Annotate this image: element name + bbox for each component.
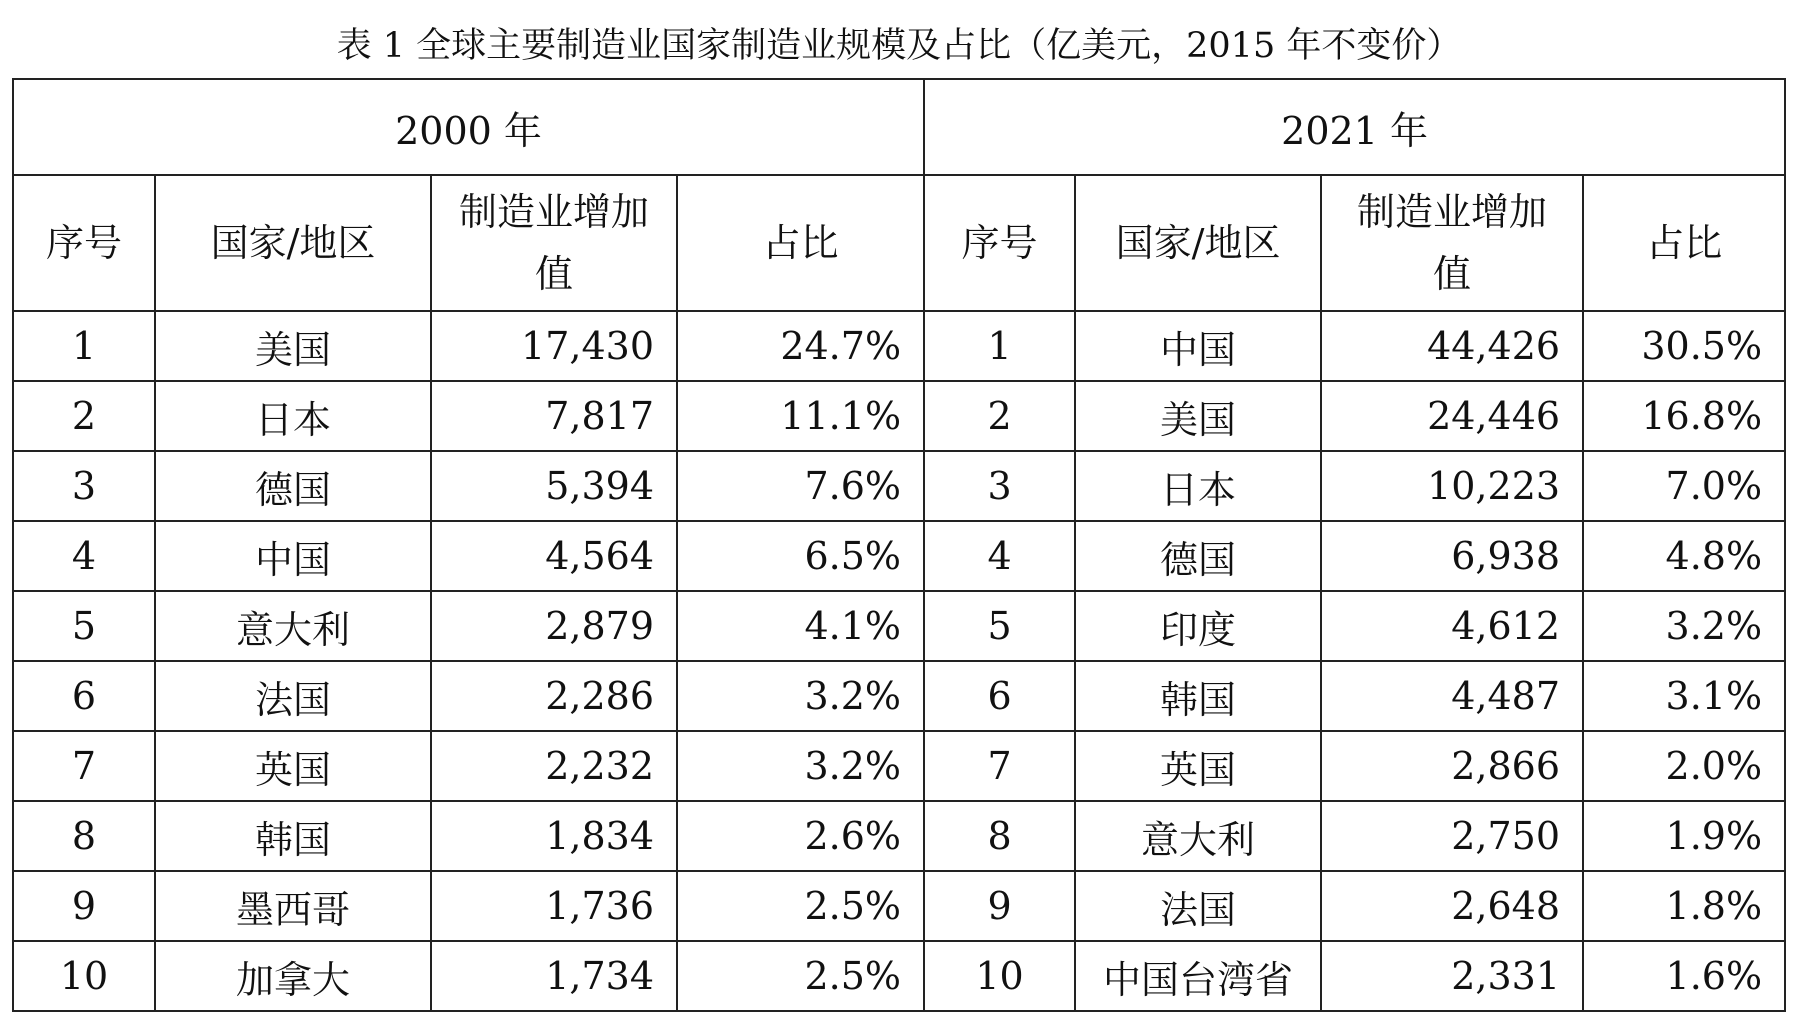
value-cell: 2,879: [431, 591, 677, 661]
share-cell: 2.5%: [677, 871, 924, 941]
table-caption: 表 1 全球主要制造业国家制造业规模及占比（亿美元，2015 年不变价）: [336, 26, 1462, 66]
share-cell: 3.2%: [677, 731, 924, 801]
seq-cell: 6: [924, 661, 1075, 731]
share-cell: 1.6%: [1583, 941, 1785, 1011]
seq-cell: 7: [13, 731, 155, 801]
value-cell: 4,564: [431, 521, 677, 591]
seq-cell: 7: [924, 731, 1075, 801]
value-cell: 4,612: [1321, 591, 1583, 661]
country-cell: 日本: [1075, 451, 1321, 521]
country-cell: 日本: [155, 381, 431, 451]
share-cell: 2.0%: [1583, 731, 1785, 801]
share-cell: 2.6%: [677, 801, 924, 871]
seq-cell: 10: [13, 941, 155, 1011]
seq-cell: 5: [13, 591, 155, 661]
country-cell: 韩国: [155, 801, 431, 871]
value-cell: 2,286: [431, 661, 677, 731]
country-header: 国家/地区: [155, 175, 431, 311]
seq-cell: 4: [13, 521, 155, 591]
value-cell: 1,736: [431, 871, 677, 941]
country-cell: 加拿大: [155, 941, 431, 1011]
seq-cell: 5: [924, 591, 1075, 661]
seq-cell: 3: [924, 451, 1075, 521]
value-header: [431, 175, 677, 311]
value-cell: 4,487: [1321, 661, 1583, 731]
column-header-row: [13, 175, 1785, 311]
seq-cell: 9: [13, 871, 155, 941]
value-cell: 5,394: [431, 451, 677, 521]
share-cell: 24.7%: [677, 311, 924, 381]
country-cell: 法国: [155, 661, 431, 731]
seq-cell: 2: [13, 381, 155, 451]
value-cell: 44,426: [1321, 311, 1583, 381]
share-cell: 1.9%: [1583, 801, 1785, 871]
share-cell: 30.5%: [1583, 311, 1785, 381]
seq-cell: 8: [924, 801, 1075, 871]
table-row: [13, 801, 1785, 871]
seq-cell: 9: [924, 871, 1075, 941]
manufacturing-table: [12, 78, 1786, 1012]
value-cell: 6,938: [1321, 521, 1583, 591]
value-cell: 1,834: [431, 801, 677, 871]
share-cell: 7.0%: [1583, 451, 1785, 521]
share-header: 占比: [1583, 175, 1785, 311]
country-cell: 意大利: [155, 591, 431, 661]
seq-cell: 4: [924, 521, 1075, 591]
table-row: [13, 591, 1785, 661]
seq-cell: 1: [924, 311, 1075, 381]
value-header-line1: 制造业增加: [1357, 190, 1548, 234]
table-row: [13, 941, 1785, 1011]
value-header-line2: 值: [534, 252, 573, 296]
country-cell: 墨西哥: [155, 871, 431, 941]
country-cell: 英国: [155, 731, 431, 801]
share-cell: 1.8%: [1583, 871, 1785, 941]
country-header: 国家/地区: [1075, 175, 1321, 311]
value-cell: 2,331: [1321, 941, 1583, 1011]
seq-cell: 10: [924, 941, 1075, 1011]
seq-cell: 1: [13, 311, 155, 381]
country-cell: 德国: [155, 451, 431, 521]
country-cell: 法国: [1075, 871, 1321, 941]
value-cell: 7,817: [431, 381, 677, 451]
country-cell: 美国: [1075, 381, 1321, 451]
share-cell: 3.2%: [1583, 591, 1785, 661]
seq-header: 序号: [924, 175, 1075, 311]
country-cell: 韩国: [1075, 661, 1321, 731]
value-cell: 24,446: [1321, 381, 1583, 451]
value-cell: 2,232: [431, 731, 677, 801]
year-2000-header: 2000 年: [13, 79, 924, 175]
share-header: 占比: [677, 175, 924, 311]
share-cell: 4.1%: [677, 591, 924, 661]
seq-cell: 3: [13, 451, 155, 521]
country-cell: 印度: [1075, 591, 1321, 661]
share-cell: 3.2%: [677, 661, 924, 731]
table-row: [13, 731, 1785, 801]
value-cell: 10,223: [1321, 451, 1583, 521]
year-2021-header: 2021 年: [924, 79, 1785, 175]
table-row: [13, 521, 1785, 591]
year-header-row: [13, 79, 1785, 175]
country-cell: 中国台湾省: [1075, 941, 1321, 1011]
share-cell: 16.8%: [1583, 381, 1785, 451]
share-cell: 7.6%: [677, 451, 924, 521]
table-row: [13, 451, 1785, 521]
seq-cell: 6: [13, 661, 155, 731]
table-row: [13, 661, 1785, 731]
table-row: [13, 381, 1785, 451]
value-header-line1: 制造业增加: [458, 190, 649, 234]
table-row: [13, 871, 1785, 941]
value-cell: 2,648: [1321, 871, 1583, 941]
seq-header: 序号: [13, 175, 155, 311]
value-cell: 2,750: [1321, 801, 1583, 871]
seq-cell: 8: [13, 801, 155, 871]
country-cell: 德国: [1075, 521, 1321, 591]
value-cell: 17,430: [431, 311, 677, 381]
share-cell: 3.1%: [1583, 661, 1785, 731]
share-cell: 2.5%: [677, 941, 924, 1011]
value-cell: 1,734: [431, 941, 677, 1011]
country-cell: 美国: [155, 311, 431, 381]
value-header: [1321, 175, 1583, 311]
share-cell: 4.8%: [1583, 521, 1785, 591]
table-row: [13, 311, 1785, 381]
value-header-line2: 值: [1433, 252, 1472, 296]
country-cell: 中国: [155, 521, 431, 591]
country-cell: 英国: [1075, 731, 1321, 801]
country-cell: 中国: [1075, 311, 1321, 381]
country-cell: 意大利: [1075, 801, 1321, 871]
seq-cell: 2: [924, 381, 1075, 451]
share-cell: 6.5%: [677, 521, 924, 591]
share-cell: 11.1%: [677, 381, 924, 451]
value-cell: 2,866: [1321, 731, 1583, 801]
